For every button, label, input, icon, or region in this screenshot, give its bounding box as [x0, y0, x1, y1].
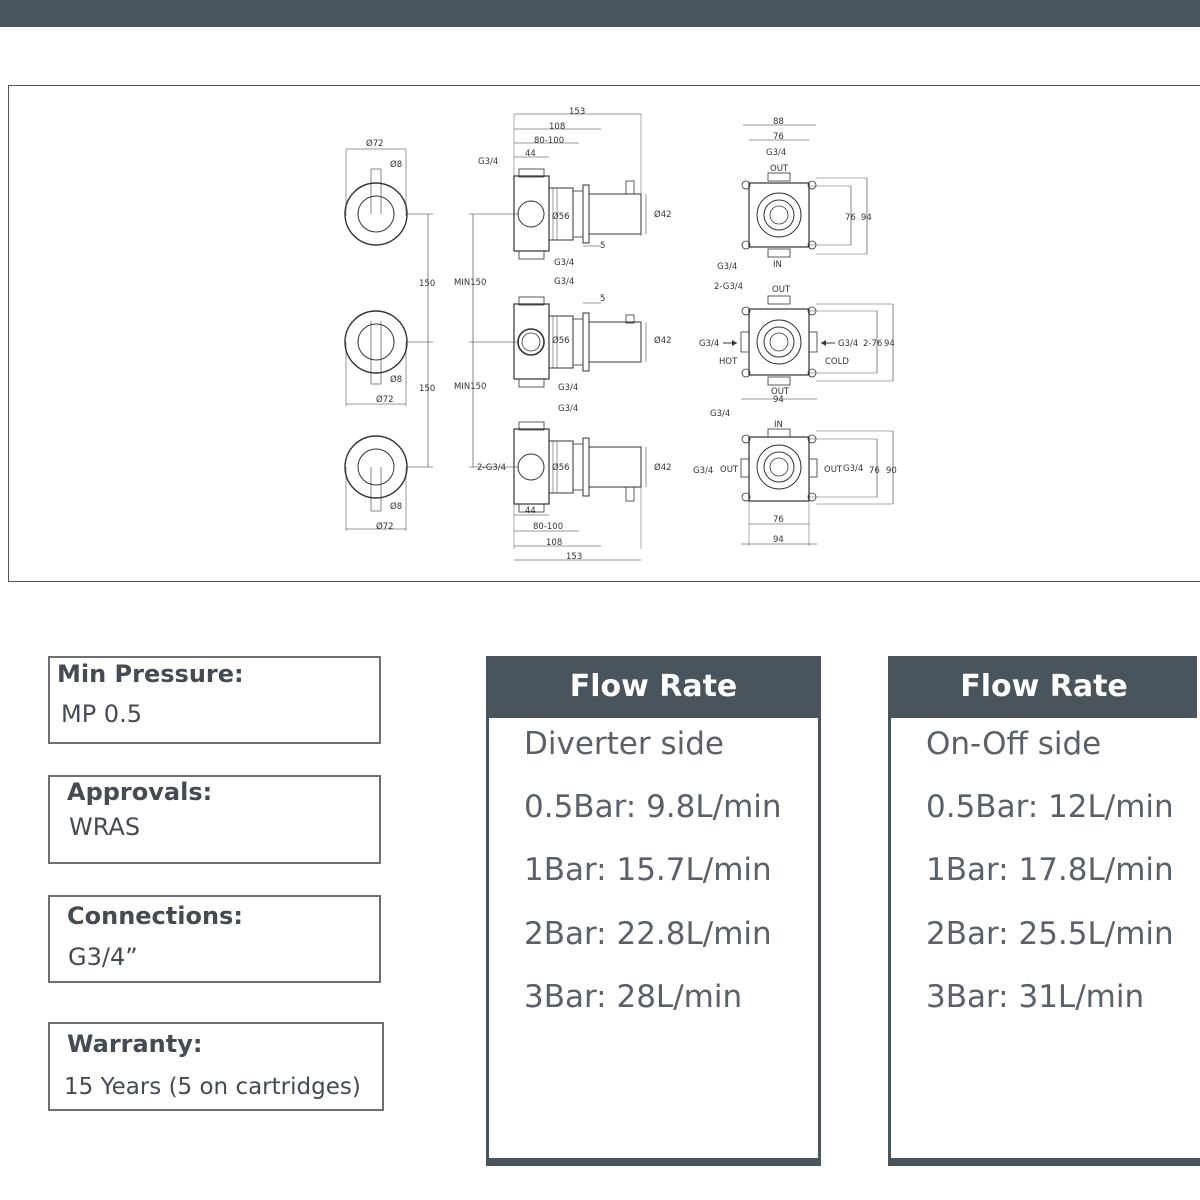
dim-108-top: 108: [549, 122, 566, 132]
flow-row-on-off-3bar: 3Bar: 31L/min: [926, 979, 1145, 1015]
flow-rate-title-diverter: Flow Rate: [489, 656, 818, 718]
label-g34-hot: G3/4: [699, 339, 720, 349]
dim-diameter-42-middle: Ø42: [654, 336, 672, 346]
label-in-rear-bottom: IN: [774, 420, 783, 430]
front-spacing-dims: [406, 214, 435, 467]
side-view-bottom: [477, 404, 672, 562]
dim-76-rear-top: 76: [845, 213, 856, 223]
min-pressure-label: Min Pressure:: [57, 660, 244, 688]
dim-diameter-72-middle: Ø72: [376, 395, 394, 405]
flow-subtitle-diverter: Diverter side: [524, 726, 724, 762]
label-out-rear-bottom-left: OUT: [720, 465, 739, 475]
dim-diameter-42-bottom: Ø42: [654, 463, 672, 473]
dim-44-bottom: 44: [525, 506, 536, 516]
connections-value: G3/4”: [68, 943, 138, 971]
label-2g34-bottom: 2-G3/4: [477, 463, 507, 473]
dim-spacing-150-top: 150: [419, 279, 436, 289]
dim-153-top: 153: [569, 107, 586, 117]
side-min150-dims: [454, 214, 519, 467]
flow-card-bottom-bar-diverter: [486, 1158, 821, 1166]
warranty-value: 15 Years (5 on cartridges): [64, 1074, 361, 1100]
dim-76-rear-bottom: 76: [773, 515, 784, 525]
front-view-middle: [345, 311, 407, 406]
connections-box: [48, 895, 381, 983]
label-g34-middle-out: G3/4: [558, 383, 579, 393]
dim-80-100-top: 80-100: [534, 136, 565, 146]
flow-row-diverter-3bar: 3Bar: 28L/min: [524, 979, 743, 1015]
dim-5-middle: 5: [600, 294, 606, 304]
flow-row-on-off-0-5bar: 0.5Bar: 12L/min: [926, 789, 1174, 825]
dim-153-bottom: 153: [566, 552, 583, 562]
flow-row-diverter-1bar: 1Bar: 15.7L/min: [524, 852, 772, 888]
top-banner: [0, 0, 1200, 27]
dim-94-rear-top: 94: [861, 213, 872, 223]
label-g34-cold: G3/4: [838, 339, 859, 349]
technical-drawing-frame: [8, 85, 1200, 582]
label-g34-rear-bottom: G3/4: [710, 409, 731, 419]
side-view-top: [478, 107, 672, 268]
label-out-rear-top: OUT: [770, 164, 789, 174]
label-hot: HOT: [719, 357, 738, 367]
label-g34-rear-bottom-right: G3/4: [843, 464, 864, 474]
label-in-rear-top: IN: [773, 260, 782, 270]
label-g34-rear-top-in: G3/4: [717, 262, 738, 272]
side-view-middle: [514, 277, 672, 393]
rear-view-top: [717, 117, 872, 272]
rear-view-bottom: [693, 409, 897, 546]
dim-76-rear-bottom-side: 76: [869, 466, 880, 476]
flow-row-diverter-2bar: 2Bar: 22.8L/min: [524, 916, 772, 952]
dim-diameter-42-top: Ø42: [654, 210, 672, 220]
dim-76-top: 76: [773, 132, 784, 142]
flow-subtitle-on-off: On-Off side: [926, 726, 1102, 762]
label-g34-rear-top: G3/4: [766, 148, 787, 158]
front-view-bottom: [345, 436, 407, 532]
flow-rate-card-on-off: [888, 656, 1200, 1166]
warranty-label: Warranty:: [67, 1030, 203, 1058]
dim-diameter-56-top: Ø56: [552, 212, 570, 222]
dim-90-rear-bottom: 90: [886, 466, 897, 476]
label-cold: COLD: [825, 357, 849, 367]
flow-row-on-off-1bar: 1Bar: 17.8L/min: [926, 852, 1174, 888]
label-g34-middle-in: G3/4: [554, 277, 575, 287]
approvals-label: Approvals:: [67, 778, 213, 806]
flow-rate-card-diverter: [486, 656, 821, 1166]
dim-min150-bottom: MIN150: [454, 382, 487, 392]
front-view-top: [345, 138, 407, 245]
dim-diameter-8-top: Ø8: [390, 160, 403, 170]
dim-diameter-8-middle: Ø8: [390, 375, 403, 385]
dim-diameter-72-top: Ø72: [366, 139, 384, 149]
dim-spacing-150-bottom: 150: [419, 384, 436, 394]
approvals-value: WRAS: [69, 813, 141, 841]
dim-2-76-rear-middle: 2-76: [863, 339, 883, 349]
approvals-box: [48, 775, 381, 864]
dim-diameter-56-middle: Ø56: [552, 336, 570, 346]
label-g34-bottom-in: G3/4: [558, 404, 579, 414]
flow-row-on-off-2bar: 2Bar: 25.5L/min: [926, 916, 1174, 952]
dim-94-rear-middle-side: 94: [884, 339, 895, 349]
min-pressure-value: MP 0.5: [61, 700, 142, 728]
warranty-box: [48, 1022, 384, 1111]
flow-card-bottom-bar-on-off: [888, 1158, 1200, 1166]
dim-44-top: 44: [525, 149, 536, 159]
rear-view-middle: [699, 282, 895, 405]
dim-80-100-bottom: 80-100: [533, 522, 564, 532]
label-out-rear-middle-top: OUT: [772, 285, 791, 295]
technical-drawing: [9, 86, 1200, 580]
label-out-rear-bottom-right: OUT: [824, 465, 843, 475]
dim-diameter-8-bottom: Ø8: [390, 502, 403, 512]
dim-94-rear-middle: 94: [773, 395, 784, 405]
dim-88: 88: [773, 117, 784, 127]
label-out-rear-middle-bottom: OUT: [771, 387, 790, 397]
connections-label: Connections:: [67, 902, 243, 930]
dim-min150-top: MIN150: [454, 278, 487, 288]
label-g34-top-out: G3/4: [554, 258, 575, 268]
flow-rate-title-on-off: Flow Rate: [891, 656, 1197, 718]
label-g34-top-in: G3/4: [478, 157, 499, 167]
dim-5-top: 5: [600, 241, 606, 251]
flow-row-diverter-0-5bar: 0.5Bar: 9.8L/min: [524, 789, 782, 825]
dim-94-rear-bottom: 94: [773, 535, 784, 545]
dim-diameter-56-bottom: Ø56: [552, 463, 570, 473]
dim-108-bottom: 108: [546, 538, 563, 548]
min-pressure-box: [48, 656, 381, 744]
label-2g34-rear-middle: 2-G3/4: [714, 282, 744, 292]
label-g34-rear-bottom-left: G3/4: [693, 466, 714, 476]
dim-diameter-72-bottom: Ø72: [376, 522, 394, 532]
